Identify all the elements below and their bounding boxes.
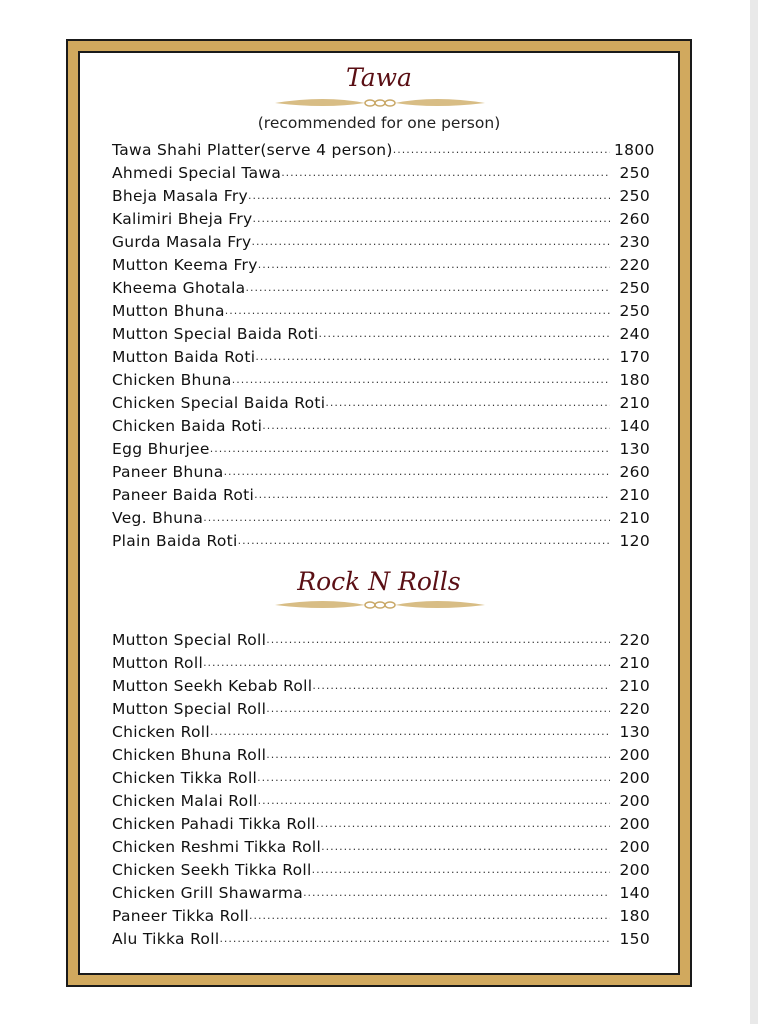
dot-leader	[266, 702, 610, 715]
item-price: 210	[619, 677, 650, 695]
menu-item	[112, 159, 650, 182]
section-subtitle: (recommended for one person)	[257, 114, 501, 132]
menu-item	[112, 925, 650, 948]
item-price: 250	[619, 164, 650, 182]
menu-item	[112, 718, 650, 741]
item-name: Chicken Roll	[112, 723, 210, 741]
item-price: 220	[619, 631, 650, 649]
item-name: Chicken Bhuna	[112, 371, 232, 389]
menu-item	[112, 205, 650, 228]
item-name: Egg Bhurjee	[112, 440, 210, 458]
item-name: Mutton Seekh Kebab Roll	[112, 677, 313, 695]
item-price: 210	[619, 394, 650, 412]
item-price: 260	[619, 463, 650, 481]
flourish-ornament-icon	[275, 95, 485, 111]
dot-leader	[266, 748, 610, 761]
menu-item	[112, 481, 650, 504]
item-name: Chicken Special Baida Roti	[112, 394, 326, 412]
dot-leader	[210, 442, 610, 455]
dot-leader	[224, 465, 610, 478]
dot-leader	[245, 281, 610, 294]
item-price: 200	[619, 746, 650, 764]
item-name: Plain Baida Roti	[112, 532, 238, 550]
dot-leader	[266, 633, 610, 646]
menu-item	[112, 695, 650, 718]
menu-item	[112, 412, 650, 435]
item-price: 140	[619, 417, 650, 435]
menu-frame	[66, 39, 692, 987]
item-name: Mutton Special Roll	[112, 700, 267, 718]
dot-leader	[219, 932, 610, 945]
item-price: 200	[619, 815, 650, 833]
item-price: 210	[619, 509, 650, 527]
dot-leader	[281, 166, 610, 179]
menu-item	[112, 626, 650, 649]
menu-page	[78, 51, 680, 975]
section-title-rolls: Rock N Rolls	[297, 567, 461, 596]
flourish-ornament-icon	[275, 597, 485, 613]
dot-leader	[257, 771, 610, 784]
item-price: 130	[619, 440, 650, 458]
item-price: 210	[619, 486, 650, 504]
item-name: Chicken Seekh Tikka Roll	[112, 861, 312, 879]
item-name: Paneer Tikka Roll	[112, 907, 250, 925]
item-name: Bheja Masala Fry	[112, 187, 249, 205]
dot-leader	[258, 794, 610, 807]
rolls-menu-list	[112, 626, 650, 948]
menu-item	[112, 274, 650, 297]
dot-leader	[232, 373, 610, 386]
item-price: 200	[619, 769, 650, 787]
menu-item	[112, 320, 650, 343]
dot-leader	[319, 327, 610, 340]
dot-leader	[312, 863, 610, 876]
menu-item	[112, 366, 650, 389]
menu-item	[112, 251, 650, 274]
dot-leader	[393, 143, 610, 156]
item-price: 220	[619, 700, 650, 718]
item-price: 140	[619, 884, 650, 902]
item-price: 180	[619, 371, 650, 389]
menu-item	[112, 435, 650, 458]
dot-leader	[254, 488, 610, 501]
item-name: Kheema Ghotala	[112, 279, 246, 297]
item-price: 250	[619, 302, 650, 320]
dot-leader	[252, 235, 610, 248]
item-name: Chicken Malai Roll	[112, 792, 258, 810]
menu-item	[112, 343, 650, 366]
dot-leader	[203, 511, 610, 524]
menu-item	[112, 764, 650, 787]
menu-item	[112, 672, 650, 695]
menu-item	[112, 649, 650, 672]
dot-leader	[258, 258, 610, 271]
item-price: 210	[619, 654, 650, 672]
item-name: Mutton Keema Fry	[112, 256, 258, 274]
menu-item	[112, 297, 650, 320]
menu-item	[112, 787, 650, 810]
item-name: Mutton Baida Roti	[112, 348, 256, 366]
item-name: Chicken Tikka Roll	[112, 769, 258, 787]
item-name: Paneer Baida Roti	[112, 486, 255, 504]
tawa-menu-list	[112, 136, 655, 550]
item-price: 170	[619, 348, 650, 366]
dot-leader	[248, 189, 610, 202]
item-name: Mutton Bhuna	[112, 302, 225, 320]
dot-leader	[255, 350, 610, 363]
item-name: Tawa Shahi Platter(serve 4 person)	[112, 141, 393, 159]
item-price: 1800	[614, 141, 655, 159]
dot-leader	[262, 419, 610, 432]
item-price: 180	[619, 907, 650, 925]
menu-item	[112, 810, 650, 833]
item-price: 130	[619, 723, 650, 741]
item-price: 200	[619, 861, 650, 879]
dot-leader	[252, 212, 610, 225]
item-price: 120	[619, 532, 650, 550]
menu-item	[112, 228, 650, 251]
item-name: Chicken Grill Shawarma	[112, 884, 304, 902]
menu-item	[112, 741, 650, 764]
item-name: Chicken Bhuna Roll	[112, 746, 267, 764]
menu-item	[112, 504, 650, 527]
item-name: Mutton Roll	[112, 654, 204, 672]
item-name: Paneer Bhuna	[112, 463, 224, 481]
dot-leader	[238, 534, 610, 547]
item-name: Chicken Pahadi Tikka Roll	[112, 815, 316, 833]
menu-item	[112, 902, 650, 925]
item-price: 250	[619, 187, 650, 205]
menu-item	[112, 856, 650, 879]
dot-leader	[325, 396, 610, 409]
menu-item	[112, 833, 650, 856]
item-price: 230	[619, 233, 650, 251]
menu-item	[112, 527, 650, 550]
item-name: Chicken Baida Roti	[112, 417, 263, 435]
item-name: Kalimiri Bheja Fry	[112, 210, 253, 228]
dot-leader	[303, 886, 610, 899]
dot-leader	[249, 909, 610, 922]
item-price: 220	[619, 256, 650, 274]
menu-item	[112, 136, 655, 159]
section-title-tawa: Tawa	[346, 63, 412, 92]
dot-leader	[203, 656, 610, 669]
item-name: Mutton Special Baida Roti	[112, 325, 319, 343]
item-price: 200	[619, 838, 650, 856]
dot-leader	[225, 304, 610, 317]
item-price: 260	[619, 210, 650, 228]
dot-leader	[210, 725, 610, 738]
item-price: 250	[619, 279, 650, 297]
menu-item	[112, 389, 650, 412]
item-price: 240	[619, 325, 650, 343]
item-name: Chicken Reshmi Tikka Roll	[112, 838, 322, 856]
item-name: Ahmedi Special Tawa	[112, 164, 282, 182]
dot-leader	[321, 840, 610, 853]
dot-leader	[312, 679, 610, 692]
menu-item	[112, 182, 650, 205]
item-name: Mutton Special Roll	[112, 631, 267, 649]
item-price: 200	[619, 792, 650, 810]
item-name: Alu Tikka Roll	[112, 930, 220, 948]
menu-item	[112, 458, 650, 481]
item-name: Gurda Masala Fry	[112, 233, 252, 251]
menu-item	[112, 879, 650, 902]
item-price: 150	[619, 930, 650, 948]
dot-leader	[316, 817, 610, 830]
page-edge	[750, 0, 758, 1024]
item-name: Veg. Bhuna	[112, 509, 204, 527]
